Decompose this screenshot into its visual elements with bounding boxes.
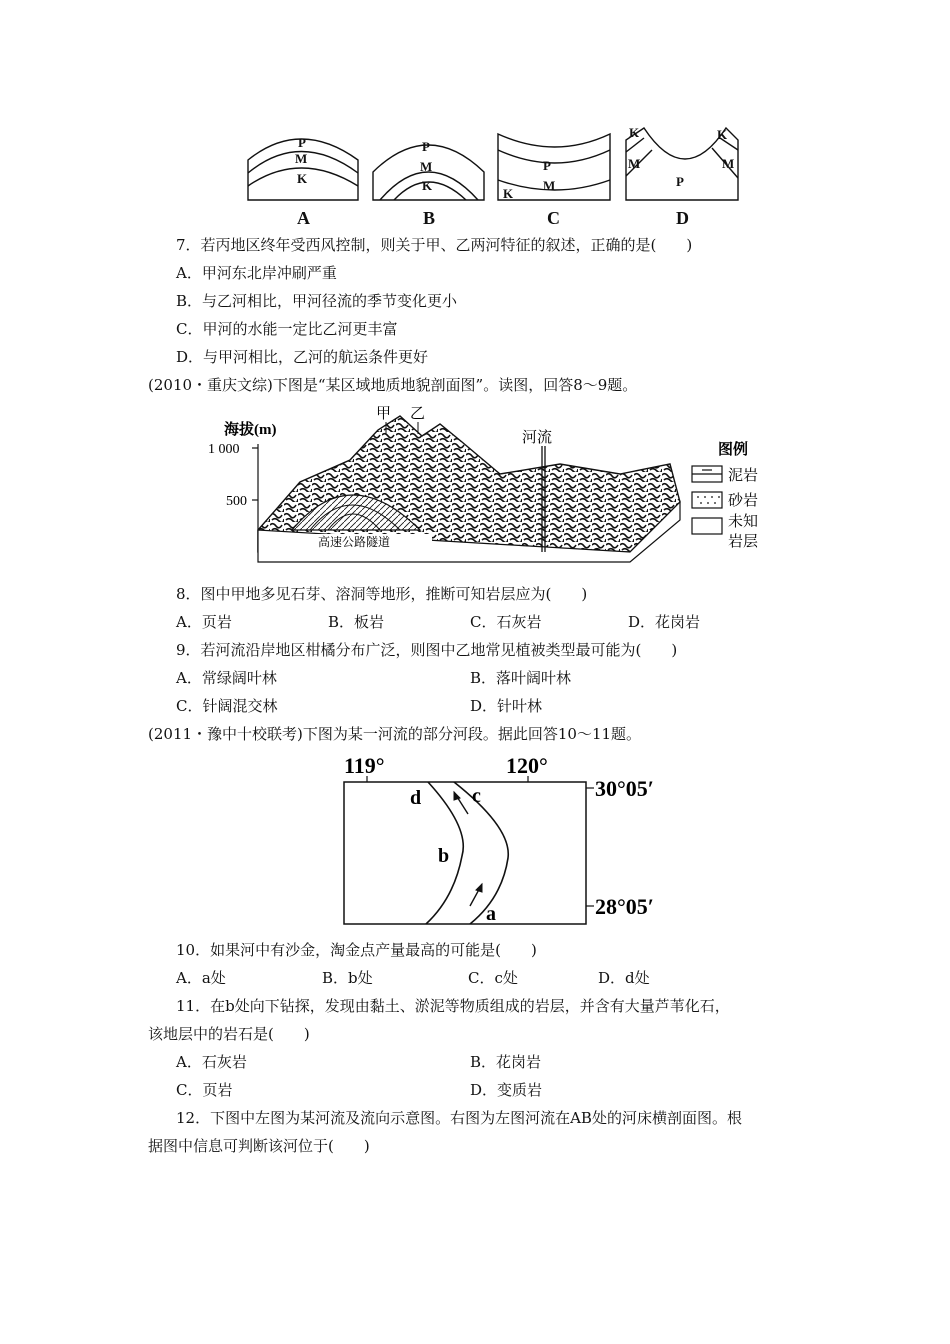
profile-tick-500: 500	[226, 494, 247, 509]
q11-stem-line2: 该地层中的岩石是( )	[148, 1025, 310, 1043]
fold-label-b: B	[423, 208, 436, 228]
q7-option-c: C．甲河的水能一定比乙河更丰富	[176, 320, 398, 338]
q9-option-a: A．常绿阔叶林	[176, 669, 277, 687]
legend-unknown: 未知	[728, 514, 759, 530]
fold-c-layer-p: P	[543, 158, 551, 173]
q8-option-b: B．板岩	[328, 613, 385, 631]
q12-stem-line1: 12．下图中左图为某河流及流向示意图。右图为左图河流在AB处的河床横剖面图。根	[176, 1109, 742, 1127]
q11-option-b: B．花岗岩	[470, 1053, 542, 1071]
fold-diagrams-svg	[240, 120, 750, 230]
q9-option-b: B．落叶阔叶林	[470, 669, 572, 687]
fold-d-layer-p: P	[676, 174, 684, 189]
q7-option-b: B．与乙河相比，甲河径流的季节变化更小	[176, 292, 458, 310]
q10-option-a: A．a处	[176, 969, 226, 987]
fold-a-layer-k: K	[297, 171, 308, 186]
legend-title: 图例	[718, 442, 749, 458]
q11-option-a: A．石灰岩	[176, 1053, 247, 1071]
q9-stem: 9．若河流沿岸地区柑橘分布广泛，则图中乙地常见植被类型最可能为( )	[176, 641, 678, 659]
q7-option-a: A．甲河东北岸冲刷严重	[176, 264, 337, 282]
fold-d-layer-k-right: K	[717, 127, 728, 142]
q10-stem: 10．如果河中有沙金，淘金点产量最高的可能是( )	[176, 941, 537, 959]
profile-label-yi: 乙	[410, 406, 426, 422]
q10-option-c: C．c处	[468, 969, 518, 987]
fold-label-d: D	[676, 208, 689, 228]
point-b: b	[438, 845, 450, 867]
river-section-svg	[330, 748, 670, 933]
intro-8-9: (2010・重庆文综)下图是“某区域地质地貌剖面图”。读图，回答8～9题。	[148, 376, 638, 394]
q9-option-c: C．针阔混交林	[176, 697, 278, 715]
fold-b-layer-m: M	[420, 159, 433, 174]
profile-label-jia: 甲	[376, 406, 392, 422]
fold-c-layer-m: M	[543, 178, 556, 193]
legend-sandstone: 砂岩	[728, 493, 759, 509]
profile-ylabel: 海拔(m)	[224, 422, 277, 438]
point-c: c	[472, 785, 481, 807]
point-d: d	[410, 787, 422, 809]
geology-profile-figure	[200, 402, 790, 572]
q11-option-d: D．变质岩	[470, 1081, 543, 1099]
geology-profile-svg	[200, 402, 790, 572]
profile-river-label: 河流	[522, 430, 553, 446]
fold-d-layer-m-right: M	[722, 156, 735, 171]
fold-label-c: C	[547, 208, 560, 228]
q8-stem: 8．图中甲地多见石芽、溶洞等地形，推断可知岩层应为( )	[176, 585, 588, 603]
q11-stem-line1: 11．在b处向下钻探，发现由黏土、淤泥等物质组成的岩层，并含有大量芦苇化石，	[176, 997, 730, 1015]
fold-c-layer-k: K	[503, 186, 514, 201]
point-a: a	[486, 903, 496, 925]
lon-120: 120°	[506, 753, 548, 778]
q11-option-c: C．页岩	[176, 1081, 233, 1099]
q9-option-d: D．针叶林	[470, 697, 543, 715]
lat-28-05: 28°05′	[595, 894, 654, 919]
q8-option-a: A．页岩	[176, 613, 232, 631]
fold-label-a: A	[297, 208, 310, 228]
profile-tick-1000: 1 000	[208, 442, 240, 457]
fold-diagrams	[240, 120, 750, 230]
q8-option-c: C．石灰岩	[470, 613, 542, 631]
fold-a-layer-p: P	[298, 135, 306, 150]
q10-option-b: B．b处	[322, 969, 373, 987]
legend-strata: 岩层	[728, 534, 759, 550]
fold-b-layer-k: K	[422, 178, 433, 193]
fold-d-layer-m-left: M	[628, 156, 641, 171]
q10-option-d: D．d处	[598, 969, 650, 987]
q8-option-d: D．花岗岩	[628, 613, 701, 631]
fold-d-layer-k-left: K	[629, 125, 640, 140]
q7-option-d: D．与甲河相比，乙河的航运条件更好	[176, 348, 429, 366]
q7-stem: 7．若丙地区终年受西风控制，则关于甲、乙两河特征的叙述，正确的是( )	[176, 236, 693, 254]
lon-119: 119°	[344, 753, 385, 778]
legend-mudstone: 泥岩	[728, 468, 759, 484]
river-section-figure	[330, 748, 670, 933]
fold-b-layer-p: P	[422, 139, 430, 154]
fold-a-layer-m: M	[295, 151, 308, 166]
profile-tunnel-label: 高速公路隧道	[318, 535, 391, 549]
lat-30-05: 30°05′	[595, 776, 654, 801]
intro-10-11: (2011・豫中十校联考)下图为某一河流的部分河段。据此回答10～11题。	[148, 725, 642, 743]
q12-stem-line2: 据图中信息可判断该河位于( )	[148, 1137, 370, 1155]
